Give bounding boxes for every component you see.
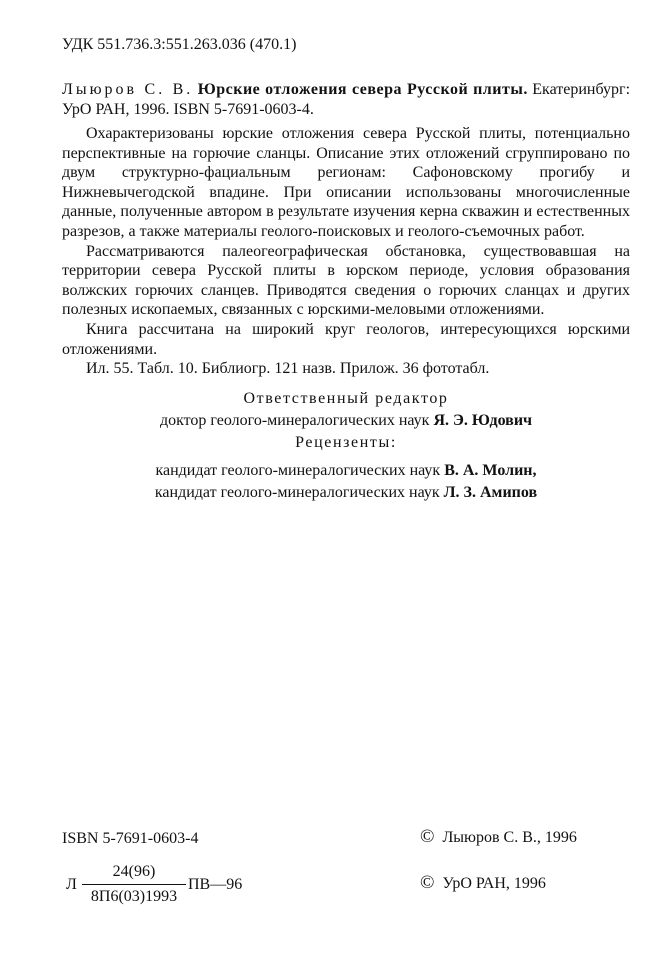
reviewer-line-1: [62, 460, 630, 482]
reviewer2-degree: кандидат геолого-минералогических наук: [154, 484, 440, 501]
reviewers-heading: Рецензенты:: [295, 434, 397, 451]
citation-publisher: Екатеринбург: УрО РАН, 1996. ISBN 5-7691-0603-4.: [62, 81, 631, 118]
copyright-icon: ©: [420, 872, 435, 893]
index-numerator: 24(96): [112, 863, 156, 880]
index-denominator: 8П6(03)1993: [90, 888, 178, 905]
abstract-paragraph-4: Ил. 55. Табл. 10. Библиогр. 121 назв. Прилож. 36 фототабл.: [86, 360, 490, 378]
reviewer1-name: В. А. Молин,: [444, 462, 537, 479]
index-suffix: ПВ—96: [188, 876, 243, 893]
copyright-icon: ©: [420, 826, 435, 847]
reviewer1-degree: кандидат геолого-минералогических наук: [155, 462, 441, 479]
abstract-paragraph-2: Рассматриваются палеогеографическая обстановка, существовавшая на территории севера Русской плиты в юрском периоде, условия образования волжских горючих сланцев. Приводятся сведения о горючих сланцах и других полезных ископаемых, связанных с юрскими-меловыми отложениями.: [62, 242, 630, 319]
editor-degree: доктор геолого-минералогических наук: [159, 412, 430, 429]
copyright-org-text: УрО РАН, 1996: [442, 875, 546, 892]
abstract: [62, 124, 630, 379]
citation-author: Лыюров С. В.: [62, 81, 194, 98]
editor-line: [62, 410, 630, 432]
udc-code: УДК 551.736.3:551.263.036 (470.1): [62, 36, 297, 53]
copyright-author-text: Лыюров С. В., 1996: [442, 829, 577, 846]
fraction-bar: [82, 884, 186, 885]
editor-heading: Ответственный редактор: [243, 390, 449, 407]
reviewer-line-2: [62, 482, 630, 504]
citation-title: Юрские отложения севера Русской плиты.: [197, 81, 528, 98]
editor-name: Я. Э. Юдович: [433, 412, 533, 429]
index-fraction: [82, 862, 186, 907]
index-letter: Л: [66, 876, 77, 893]
reviewer2-name: Л. З. Амипов: [443, 484, 538, 501]
copyright-author: [420, 826, 577, 848]
isbn-footer: ISBN 5-7691-0603-4: [62, 830, 199, 847]
abstract-paragraph-3: Книга рассчитана на широкий круг геологов, интересующихся юрскими отложениями.: [62, 320, 630, 358]
credits-block: [62, 388, 630, 504]
copyright-org: [420, 872, 546, 894]
abstract-paragraph-1: Охарактеризованы юрские отложения севера Русской плиты, потенциально перспективные на горючие сланцы. Описание этих отложений сгруппировано по двум структурно-фациальным регионам: Сафоновскому прогибу и Нижневычегодской впадине. При описании использованы многочисленные данные, полученные автором в результате изучения керна скважин и естественных разрезов, а также материалы геолого-поисковых и геолого-съемочных работ.: [62, 125, 630, 240]
bibliographic-citation: [62, 80, 630, 120]
